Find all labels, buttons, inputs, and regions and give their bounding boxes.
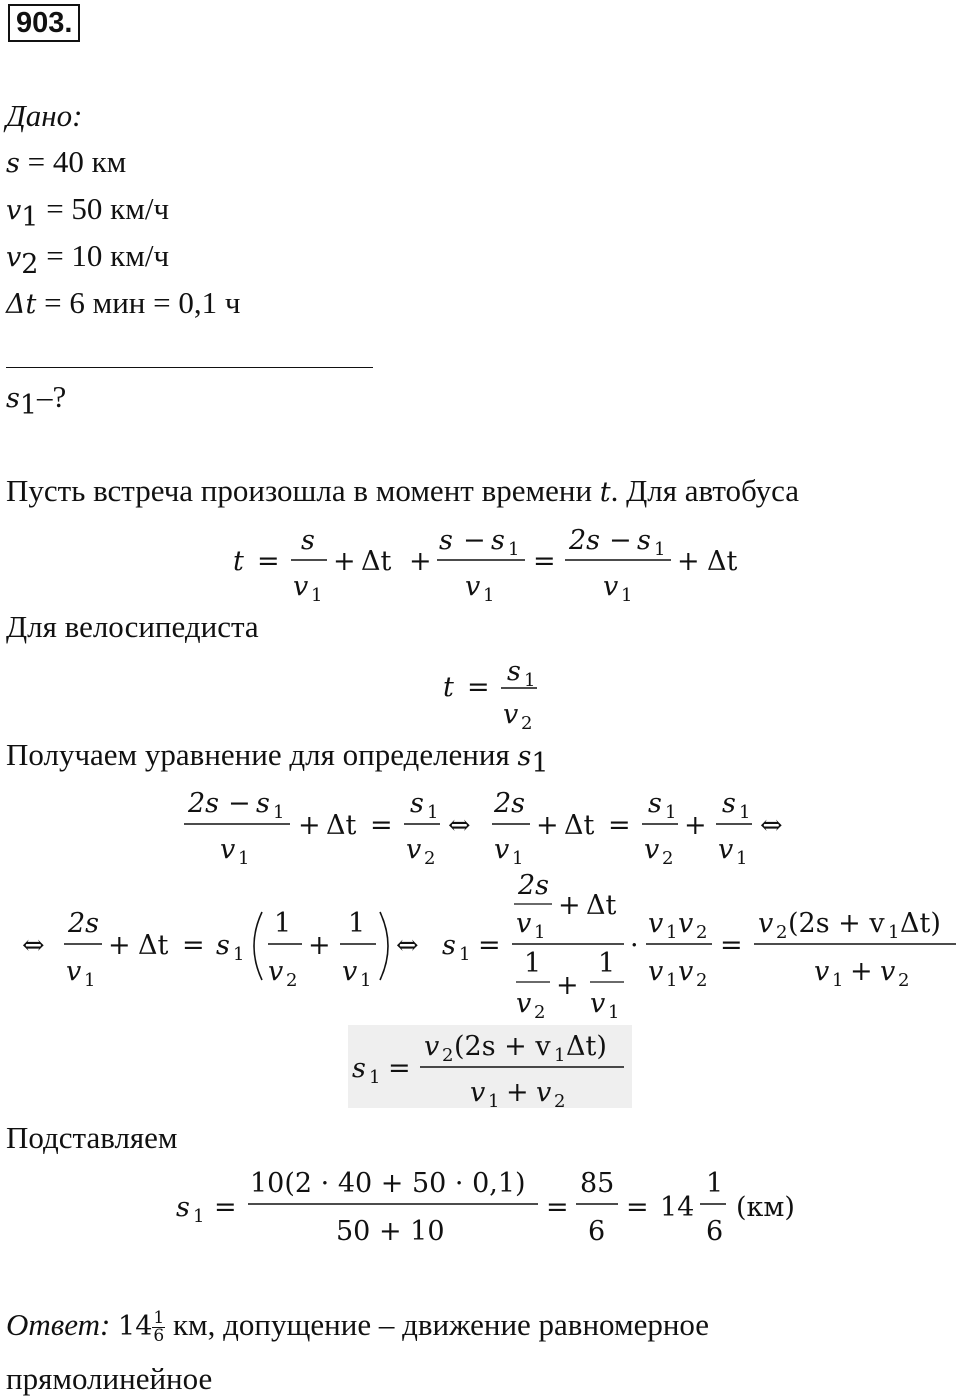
svg-text:v: v xyxy=(603,571,619,602)
svg-text:2s: 2s xyxy=(188,788,220,819)
intro-text: Пусть встреча произошла в момент времени t. Для автобуса xyxy=(6,473,800,508)
svg-text:+: + xyxy=(409,546,432,577)
svg-text:−: − xyxy=(609,525,632,556)
svg-text:+: + xyxy=(558,890,581,921)
svg-text:+: + xyxy=(684,810,707,841)
svg-text:Δt: Δt xyxy=(707,546,738,577)
svg-text:1: 1 xyxy=(554,1045,566,1066)
svg-text:1: 1 xyxy=(483,585,495,605)
svg-text:s: s xyxy=(722,788,736,819)
formula-numeric xyxy=(170,1160,820,1250)
svg-text:1: 1 xyxy=(273,802,285,823)
svg-text:=: = xyxy=(720,930,743,961)
svg-text:s: s xyxy=(176,1192,190,1223)
svg-text:+: + xyxy=(850,956,873,987)
svg-text:+: + xyxy=(333,546,356,577)
svg-text:v: v xyxy=(494,834,510,865)
svg-text:1: 1 xyxy=(736,848,748,869)
svg-text:1: 1 xyxy=(706,1168,724,1199)
svg-text:v: v xyxy=(470,1077,486,1108)
svg-text:2: 2 xyxy=(696,922,708,943)
svg-text:10(2 · 40 + 50 · 0,1): 10(2 · 40 + 50 · 0,1) xyxy=(250,1168,526,1199)
answer-line xyxy=(6,1306,709,1345)
svg-text:1: 1 xyxy=(233,944,245,965)
svg-text:(км): (км) xyxy=(736,1192,795,1223)
svg-text:v: v xyxy=(406,834,422,865)
formula-result xyxy=(348,1025,632,1108)
svg-text:s: s xyxy=(256,788,270,819)
svg-text:=: = xyxy=(478,930,501,961)
svg-text:=: = xyxy=(608,810,631,841)
svg-text:=: = xyxy=(214,1192,237,1223)
given-line-dt: Δt = 6 мин = 0,1 ч xyxy=(6,285,241,320)
svg-text:2: 2 xyxy=(442,1045,454,1066)
svg-text:2: 2 xyxy=(898,970,910,991)
svg-text:2: 2 xyxy=(424,848,436,869)
svg-text:=: = xyxy=(546,1192,569,1223)
given-divider xyxy=(6,367,373,368)
answer-fraction: $\frac{1}{6}$ xyxy=(153,1308,165,1347)
svg-text:s: s xyxy=(439,525,453,556)
svg-text:s: s xyxy=(637,525,651,556)
svg-text:Δt: Δt xyxy=(138,930,169,961)
find-line: $s_1-$? xyxy=(6,379,67,421)
svg-text:1: 1 xyxy=(524,948,542,979)
svg-text:1: 1 xyxy=(832,970,844,991)
svg-text:v: v xyxy=(648,956,664,987)
answer-text: км, допущение – движение равномерное xyxy=(165,1307,710,1342)
svg-text:=: = xyxy=(533,546,556,577)
svg-text:Δt: Δt xyxy=(564,810,595,841)
svg-text:2: 2 xyxy=(776,922,788,943)
svg-text:Δt: Δt xyxy=(326,810,357,841)
svg-text:2s: 2s xyxy=(68,908,100,939)
svg-text:1: 1 xyxy=(665,802,677,823)
svg-text:=: = xyxy=(257,546,280,577)
svg-text:1: 1 xyxy=(238,848,250,869)
answer-line-2: прямолинейное xyxy=(6,1361,213,1396)
svg-text:1: 1 xyxy=(888,922,900,943)
svg-text:1: 1 xyxy=(512,848,524,869)
svg-text:⇔: ⇔ xyxy=(396,930,419,961)
formula-equation xyxy=(180,780,800,870)
svg-text:s: s xyxy=(507,656,521,687)
svg-text:1: 1 xyxy=(84,970,96,991)
svg-text:+: + xyxy=(298,810,321,841)
formula-cyclist-time xyxy=(435,648,555,733)
answer-whole: 14 xyxy=(118,1311,153,1342)
svg-text:⇔: ⇔ xyxy=(448,810,471,841)
svg-text:+: + xyxy=(556,970,579,1001)
svg-text:v: v xyxy=(220,834,236,865)
svg-text:+: + xyxy=(536,810,559,841)
svg-text:⇔: ⇔ xyxy=(760,810,783,841)
svg-text:1: 1 xyxy=(666,922,678,943)
svg-text:s: s xyxy=(491,525,505,556)
svg-text:·: · xyxy=(630,930,639,961)
svg-text:v: v xyxy=(465,571,481,602)
svg-text:s: s xyxy=(216,930,230,961)
svg-text:v: v xyxy=(758,908,774,939)
svg-text:Δt): Δt) xyxy=(900,908,941,939)
given-line-s: s = 40 км xyxy=(6,144,127,179)
svg-text:v: v xyxy=(644,834,660,865)
svg-text:1: 1 xyxy=(508,539,520,560)
svg-text:s: s xyxy=(648,788,662,819)
problem-number: 903. xyxy=(8,4,80,42)
svg-text:1: 1 xyxy=(739,802,751,823)
svg-text:=: = xyxy=(370,810,393,841)
svg-text:v: v xyxy=(648,908,664,939)
svg-text:14: 14 xyxy=(660,1192,695,1223)
svg-text:v: v xyxy=(503,699,519,730)
svg-text:2s: 2s xyxy=(494,788,526,819)
svg-text:1: 1 xyxy=(459,944,471,965)
svg-text:⇔: ⇔ xyxy=(22,930,45,961)
svg-text:(2s + v: (2s + v xyxy=(454,1031,551,1062)
svg-text:v: v xyxy=(342,956,358,987)
svg-text:s: s xyxy=(442,930,456,961)
svg-text:2: 2 xyxy=(662,848,674,869)
svg-text:1: 1 xyxy=(524,670,536,691)
formula-solve xyxy=(18,872,960,1022)
svg-text:−: − xyxy=(228,788,251,819)
svg-text:v: v xyxy=(590,988,606,1019)
svg-text:1: 1 xyxy=(534,922,546,943)
svg-text:50 + 10: 50 + 10 xyxy=(336,1216,445,1247)
svg-text:1: 1 xyxy=(311,585,323,605)
svg-text:=: = xyxy=(467,672,490,703)
svg-text:1: 1 xyxy=(598,948,616,979)
svg-text:Δt): Δt) xyxy=(566,1031,607,1062)
svg-text:t: t xyxy=(443,672,454,703)
svg-text:1: 1 xyxy=(348,908,366,939)
svg-text:=: = xyxy=(182,930,205,961)
svg-text:6: 6 xyxy=(706,1216,724,1247)
svg-text:2: 2 xyxy=(286,970,298,991)
svg-text:v: v xyxy=(536,1077,552,1108)
svg-text:2: 2 xyxy=(534,1002,546,1022)
svg-text:2s: 2s xyxy=(518,872,550,901)
svg-text:1: 1 xyxy=(666,970,678,991)
svg-text:1: 1 xyxy=(369,1067,381,1088)
given-line-v2: $v_2 = 10$ км/ч xyxy=(6,238,170,280)
svg-text:+: + xyxy=(677,546,700,577)
svg-text:v: v xyxy=(718,834,734,865)
svg-text:v: v xyxy=(814,956,830,987)
svg-text:2: 2 xyxy=(521,713,533,733)
svg-text:t: t xyxy=(233,546,244,577)
equation-text: Получаем уравнение для определения $s_1$ xyxy=(6,737,549,779)
svg-text:2: 2 xyxy=(554,1091,566,1108)
svg-text:s: s xyxy=(352,1053,366,1084)
svg-text:Δt: Δt xyxy=(361,546,392,577)
svg-text:v: v xyxy=(268,956,284,987)
formula-bus-time xyxy=(225,515,765,605)
given-label: Дано: xyxy=(6,98,83,133)
substitute-text: Подставляем xyxy=(6,1120,178,1155)
svg-text:v: v xyxy=(678,956,694,987)
svg-text:1: 1 xyxy=(427,802,439,823)
svg-text:6: 6 xyxy=(588,1216,606,1247)
svg-text:Δt: Δt xyxy=(586,890,617,921)
svg-text:v: v xyxy=(516,908,532,939)
cyclist-text: Для велосипедиста xyxy=(6,609,259,644)
svg-text:1: 1 xyxy=(274,908,292,939)
svg-text:v: v xyxy=(516,988,532,1019)
svg-text:v: v xyxy=(678,908,694,939)
svg-text:1: 1 xyxy=(621,585,633,605)
svg-text:85: 85 xyxy=(580,1168,615,1199)
svg-text:+: + xyxy=(308,930,331,961)
svg-text:1: 1 xyxy=(654,539,666,560)
svg-text:(2s + v: (2s + v xyxy=(788,908,885,939)
svg-text:+: + xyxy=(506,1077,529,1108)
svg-text:+: + xyxy=(108,930,131,961)
svg-text:s: s xyxy=(410,788,424,819)
svg-text:=: = xyxy=(388,1053,411,1084)
svg-text:2: 2 xyxy=(696,970,708,991)
svg-text:s: s xyxy=(301,525,315,556)
svg-text:v: v xyxy=(66,956,82,987)
svg-text:v: v xyxy=(880,956,896,987)
svg-text:v: v xyxy=(424,1031,440,1062)
svg-text:1: 1 xyxy=(488,1091,500,1108)
svg-text:1: 1 xyxy=(608,1002,620,1022)
answer-label: Ответ: xyxy=(6,1307,111,1342)
svg-text:1: 1 xyxy=(360,970,372,991)
given-line-v1: $v_1 = 50$ км/ч xyxy=(6,191,170,233)
svg-text:−: − xyxy=(463,525,486,556)
svg-text:2s: 2s xyxy=(569,525,601,556)
svg-text:v: v xyxy=(293,571,309,602)
svg-text:=: = xyxy=(626,1192,649,1223)
svg-text:1: 1 xyxy=(193,1206,205,1227)
